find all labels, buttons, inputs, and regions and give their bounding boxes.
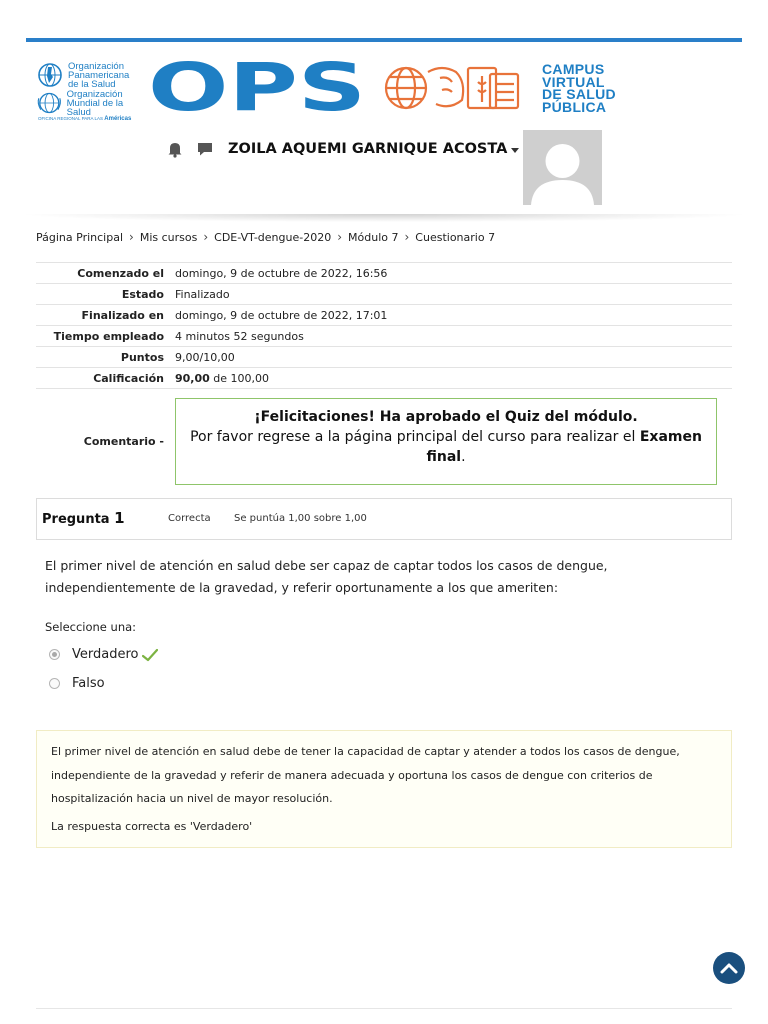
breadcrumb-home[interactable]: Página Principal <box>36 230 124 244</box>
summary-row <box>36 284 732 305</box>
right-answer: La respuesta correcta es 'Verdadero' <box>51 819 253 833</box>
option-label: Verdadero <box>72 647 139 662</box>
summary-value: domingo, 9 de octubre de 2022, 17:01 <box>175 305 732 326</box>
feedback-text: Por favor regrese a la página principal del curso para realizar el Examen final. <box>190 429 702 465</box>
answer-option-true[interactable] <box>49 647 158 662</box>
summary-row <box>36 263 732 284</box>
specific-feedback: El primer nivel de atención en salud debe de tener la capacidad de captar y atender a todos los casos de dengue, independiente de la gravedad y referir de manera adecuada y oportuna los casos de dengue con criterios de hospitalización hacia un nivel de mayor resolución. <box>51 745 680 805</box>
summary-label: Comenzado el <box>36 263 175 284</box>
summary-row-grade <box>36 368 732 389</box>
question-grade: Se puntúa 1,00 sobre 1,00 <box>234 513 367 524</box>
breadcrumb <box>36 230 495 244</box>
messages-chat-icon[interactable] <box>196 140 214 158</box>
grade-value <box>175 368 732 389</box>
paho-name: Organización Panamericana de la Salud <box>68 60 130 90</box>
campus-virtual-illustration <box>382 60 534 114</box>
radio-false[interactable] <box>49 678 60 689</box>
breadcrumb-quiz[interactable]: Cuestionario 7 <box>415 230 496 244</box>
option-label: Falso <box>72 676 105 691</box>
chevron-up-icon <box>719 961 739 975</box>
paho-globe-icon <box>36 62 64 88</box>
header-divider <box>26 214 742 222</box>
question-info-box <box>36 498 732 540</box>
overall-feedback-box <box>175 398 717 485</box>
summary-row-comment <box>36 389 732 495</box>
question-feedback-box <box>36 730 732 848</box>
question-title: Pregunta 1 <box>42 509 125 527</box>
svg-text:OPS: OPS <box>148 60 366 116</box>
summary-label: Tiempo empleado <box>36 326 175 347</box>
answer-prompt: Seleccione una: <box>45 620 137 634</box>
grade-suffix: de 100,00 <box>213 371 270 385</box>
feedback-title: ¡Felicitaciones! Ha aprobado el Quiz del módulo. <box>254 409 638 425</box>
back-to-top-button[interactable] <box>713 952 745 984</box>
breadcrumb-module[interactable]: Módulo 7 <box>348 230 399 244</box>
regional-office-label: OFICINA REGIONAL PARA LAS Américas <box>38 116 132 122</box>
chevron-down-icon[interactable] <box>511 148 519 153</box>
user-menu <box>166 138 519 160</box>
chevron-right-icon: › <box>337 230 343 244</box>
chevron-right-icon: › <box>404 230 410 244</box>
summary-row <box>36 326 732 347</box>
comment-label: Comentario - <box>36 389 175 495</box>
radio-true[interactable] <box>49 649 60 660</box>
answer-option-false[interactable] <box>49 676 105 691</box>
summary-value: 9,00/10,00 <box>175 347 732 368</box>
grade-label: Calificación <box>36 368 175 389</box>
summary-label: Finalizado en <box>36 305 175 326</box>
summary-value: Finalizado <box>175 284 732 305</box>
campus-virtual-title: CAMPUS VIRTUAL DE SALUD PÚBLICA <box>542 61 616 115</box>
who-name: Organización Mundial de la Salud <box>66 88 124 118</box>
question-text: El primer nivel de atención en salud debe ser capaz de captar todos los casos de dengue, independientemente de la gravedad, y referir oportunamente a los que ameriten: <box>45 558 608 595</box>
user-name[interactable]: ZOILA AQUEMI GARNIQUE ACOSTA <box>228 141 508 157</box>
summary-row <box>36 305 732 326</box>
paho-who-logo[interactable] <box>36 62 146 120</box>
breadcrumb-my-courses[interactable]: Mis cursos <box>139 230 198 244</box>
notifications-bell-icon[interactable] <box>166 140 184 158</box>
summary-label: Puntos <box>36 347 175 368</box>
summary-row <box>36 347 732 368</box>
footer-divider <box>36 1008 732 1009</box>
who-globe-icon <box>36 90 63 116</box>
default-user-icon <box>523 130 602 205</box>
question-number: 1 <box>114 509 125 527</box>
question-state: Correcta <box>168 513 211 524</box>
summary-label: Estado <box>36 284 175 305</box>
grade-number: 90,00 <box>175 371 210 385</box>
chevron-right-icon: › <box>203 230 209 244</box>
correct-check-icon <box>142 648 158 662</box>
avatar[interactable] <box>523 130 602 205</box>
top-accent-bar <box>26 38 742 42</box>
comment-cell <box>175 389 732 495</box>
ops-wordmark[interactable] <box>148 60 368 116</box>
chevron-right-icon: › <box>129 230 134 244</box>
quiz-summary-table <box>36 262 732 494</box>
breadcrumb-course[interactable]: CDE-VT-dengue-2020 <box>214 230 332 244</box>
summary-value: 4 minutos 52 segundos <box>175 326 732 347</box>
summary-value: domingo, 9 de octubre de 2022, 16:56 <box>175 263 732 284</box>
